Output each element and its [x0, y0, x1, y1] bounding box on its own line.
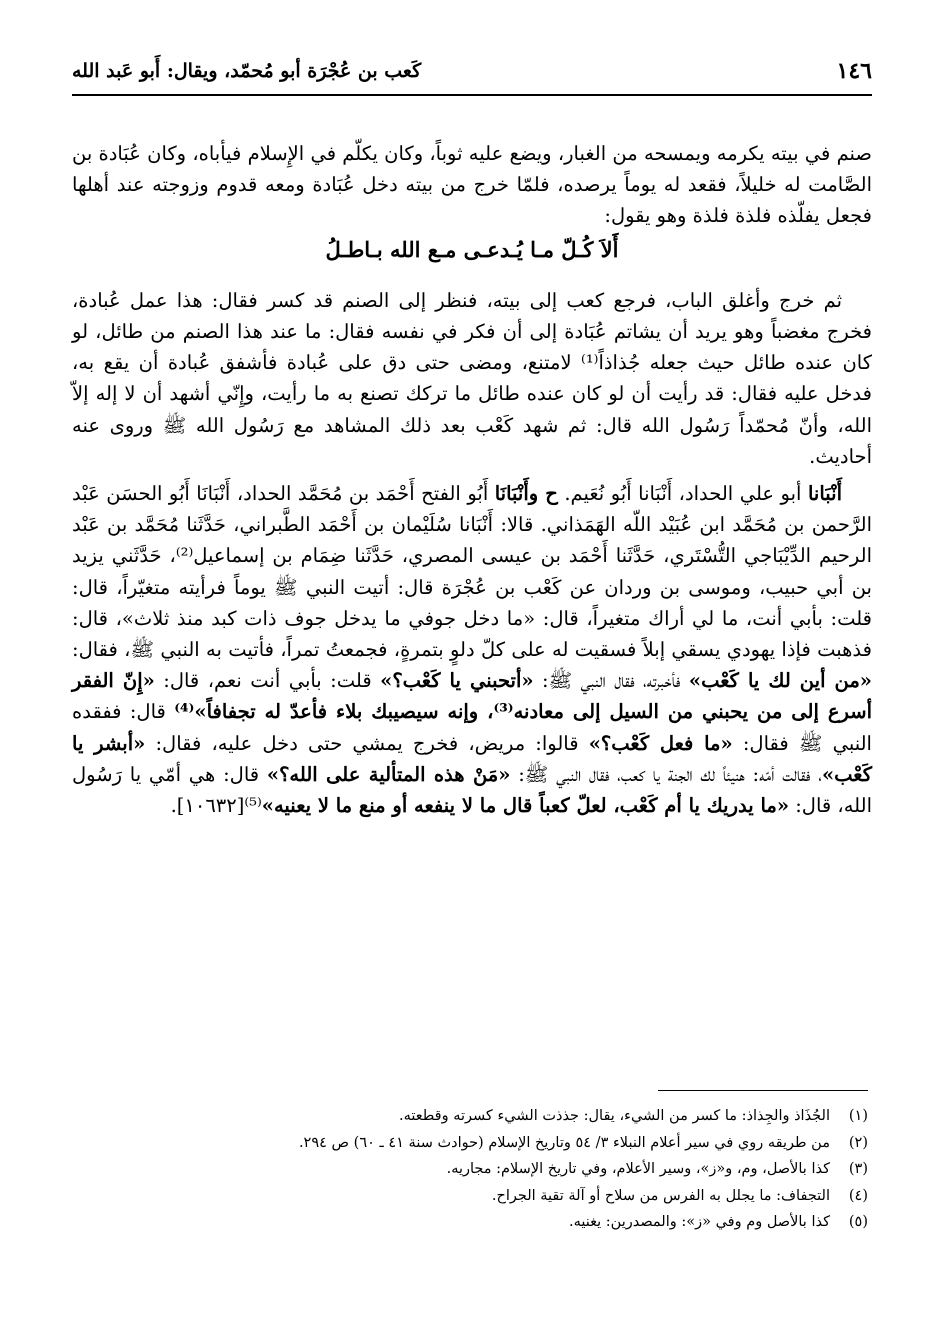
header-divider [72, 94, 872, 96]
isnad-part-f: قالوا: مريض، فخرج يمشي حتى دخل عليه، فقال: [145, 731, 589, 755]
anbana-lead-2: وأَنْبَانَا [494, 482, 546, 506]
footnote-text: كذا بالأصل وم وفي «ز»: والمصدرين: يغنيه. [569, 1214, 830, 1230]
tahwil-marker: ح [545, 482, 558, 506]
main-text [72, 138, 872, 821]
anbana-lead: أَنْبَانا [807, 482, 842, 506]
footnote-5 [68, 1209, 868, 1236]
paragraph-3-isnad [72, 478, 872, 821]
footnote-text: التجفاف: ما يجلل به الفرس من سلاح أو آلة تقية الجراح. [491, 1187, 830, 1204]
hadith-quote-1: «من أين لك يا كَعْب» [688, 669, 872, 693]
footnote-1 [68, 1103, 868, 1130]
footnote-number: (٢) [848, 1134, 868, 1151]
hadith-quote-2: «أتحبني يا كَعْب؟» [380, 669, 534, 693]
footnote-2 [68, 1130, 868, 1157]
isnad-part-i: ⁽⁵⁾[١٠٦٣٢]. [170, 794, 262, 818]
running-title: كَعب بن عُجْرَة أبو مُحمّد، ويقال: أَبو عَبد الله [72, 60, 422, 82]
footnote-number: (٣) [848, 1161, 868, 1177]
paragraph-2: ثم خرج وأغلق الباب، فرجع كعب إلى بيته، فنظر إلى الصنم قد كسر فقال: هذا عمل عُبادة، فخرج مغضباً وهو يريد أن يشاتم عُبَادة إلى أن فكر في نفسه فقال: ما عند هذا الصنم من طائل، لو كان عنده طائل حيث جعله جُذاذاً⁽¹⁾ لامتنع، ومضى حتى دق على عُبادة فأشفق عُبادة أن يقع به، فدخل عليه فقال: قد رأيت أن لو كان عنده طائل ما تركك تصنع به ما رأيت، وإِنّي أشهد أن لا إله إلاّ الله، وأنّ مُحمّداً رَسُول الله قال: ثم شهد كَعْب بعد ذلك المشاهد مع رَسُول الله ﷺ وروى عنه أحاديث. [72, 288, 872, 468]
footnote-text: من طريقه روي في سير أعلام النبلاء ٣/ ٥٤ وتاريخ الإسلام (حوادث سنة ٤١ ـ ٦٠) ص ٢٩٤. [298, 1134, 830, 1151]
footnote-4 [68, 1183, 868, 1210]
paragraph-1: صنم في بيته يكرمه ويمسحه من الغبار، ويضع عليه ثوباً، وكان يكلّم في الإِسلام فيأباه، وكان عُبَادة بن الصَّامت له خليلاً، فقعد له يوماً يرصده، فلمّا خرج من بيته دخل عُبَادة ومعه قدوم وزوجته عند أهلها فجعل يفلّذه فلذة فلذة وهو يقول: [72, 142, 872, 228]
footnote-number: (١) [848, 1108, 868, 1124]
footnote-3 [68, 1156, 868, 1183]
hadith-quote-6: «مَنْ هذه المتألية على الله؟» [266, 762, 511, 786]
footnote-number: (٤) [848, 1187, 868, 1204]
footnotes [68, 1103, 868, 1236]
hadith-quote-7: «ما يدريك يا أم كَعْب، لعلّ كعباً قال ما لا ينفعه أو منع ما لا يعنيه» [261, 794, 790, 818]
poem-verse: أَلاَ كُـلّ مـا يُـدعـى مـع الله بـاطـلُ [325, 236, 619, 262]
page-number: ١٤٦ [836, 58, 872, 84]
isnad-part-a: أبو علي الحداد، أَنْبَانا أَبُو نُعَيم. [557, 482, 808, 506]
isnad-part-b: أَبُو الفتح أَحْمَد بن مُحَمَّد الحداد، أَنْبَانَا أَبُو الحسَن عَبْد الرَّحمن بن مُحَمَّد ابن عُبَيْد اللّه الهَمَذاني. قالا: أَنْبَانا سُلَيْمان بن أَحْمَد الطَّبراني، حَدَّثَنا مُحَمَّد بن عَبْد الرحيم الدِّيْبَاجي التُّسْتَري، حَدَّثَنا أَحْمَد بن عيسى المصري، حَدَّثَنا ضِمَام بن إسماعيل⁽²⁾، حَدَّثَني يزيد بن أبي حبيب، وموسى بن وردان عن كَعْب بن عُجْرَة قال: أتيت النبي ﷺ يوماً فرأيته متغيّراً، قال: قلت: بأبي أنت، ما لي أراك متغيراً، قال: «ما دخل جوفي ما يدخل جوف ذات كبد منذ ثلاث»، قال: فذهبت فإذا يهودي يسقي إبلاً فسقيت له على كلّ دلوٍ بتمرةٍ، فجمعتُ تمراً، فأتيت به النبي ﷺ، فقال: [72, 482, 872, 662]
isnad-part-e: قال: ففقده النبي ﷺ فقال: [72, 700, 872, 755]
isnad-part-g: ، فقالت أمّه: هنيئاً لك الجنة يا كعب، فقال النبي ﷺ: [510, 762, 822, 786]
isnad-part-c: فأخبرته، فقال النبي ﷺ: [533, 669, 689, 693]
footnote-divider [658, 1090, 868, 1091]
isnad-part-h: قال: هي أمّي يا رَسُول الله، قال: [72, 762, 872, 818]
isnad-part-d: قلت: بأبي أنت نعم، قال: [154, 669, 381, 693]
hadith-quote-5: «أبشر يا كَعْب» [72, 731, 872, 786]
page-header [72, 56, 872, 96]
footnote-text: الجُذَاذ والجِذاذ: ما كسر من الشيء، يقال: جذذت الشيء كسرته وقطعته. [399, 1108, 830, 1124]
footnote-number: (٥) [848, 1214, 868, 1230]
hadith-quote-3: «إِنّ الفقر أسرع إلى من يحبني من السيل إلى معادنه⁽³⁾، وإنه سيصيبك بلاء فأعدّ له تجفافاً»⁽⁴⁾ [72, 669, 872, 724]
footnote-text: كذا بالأصل، وم، و«ز»، وسير الأعلام، وفي تاريخ الإسلام: مجاريه. [446, 1161, 830, 1177]
hadith-quote-4: «ما فعل كَعْب؟» [588, 731, 733, 755]
